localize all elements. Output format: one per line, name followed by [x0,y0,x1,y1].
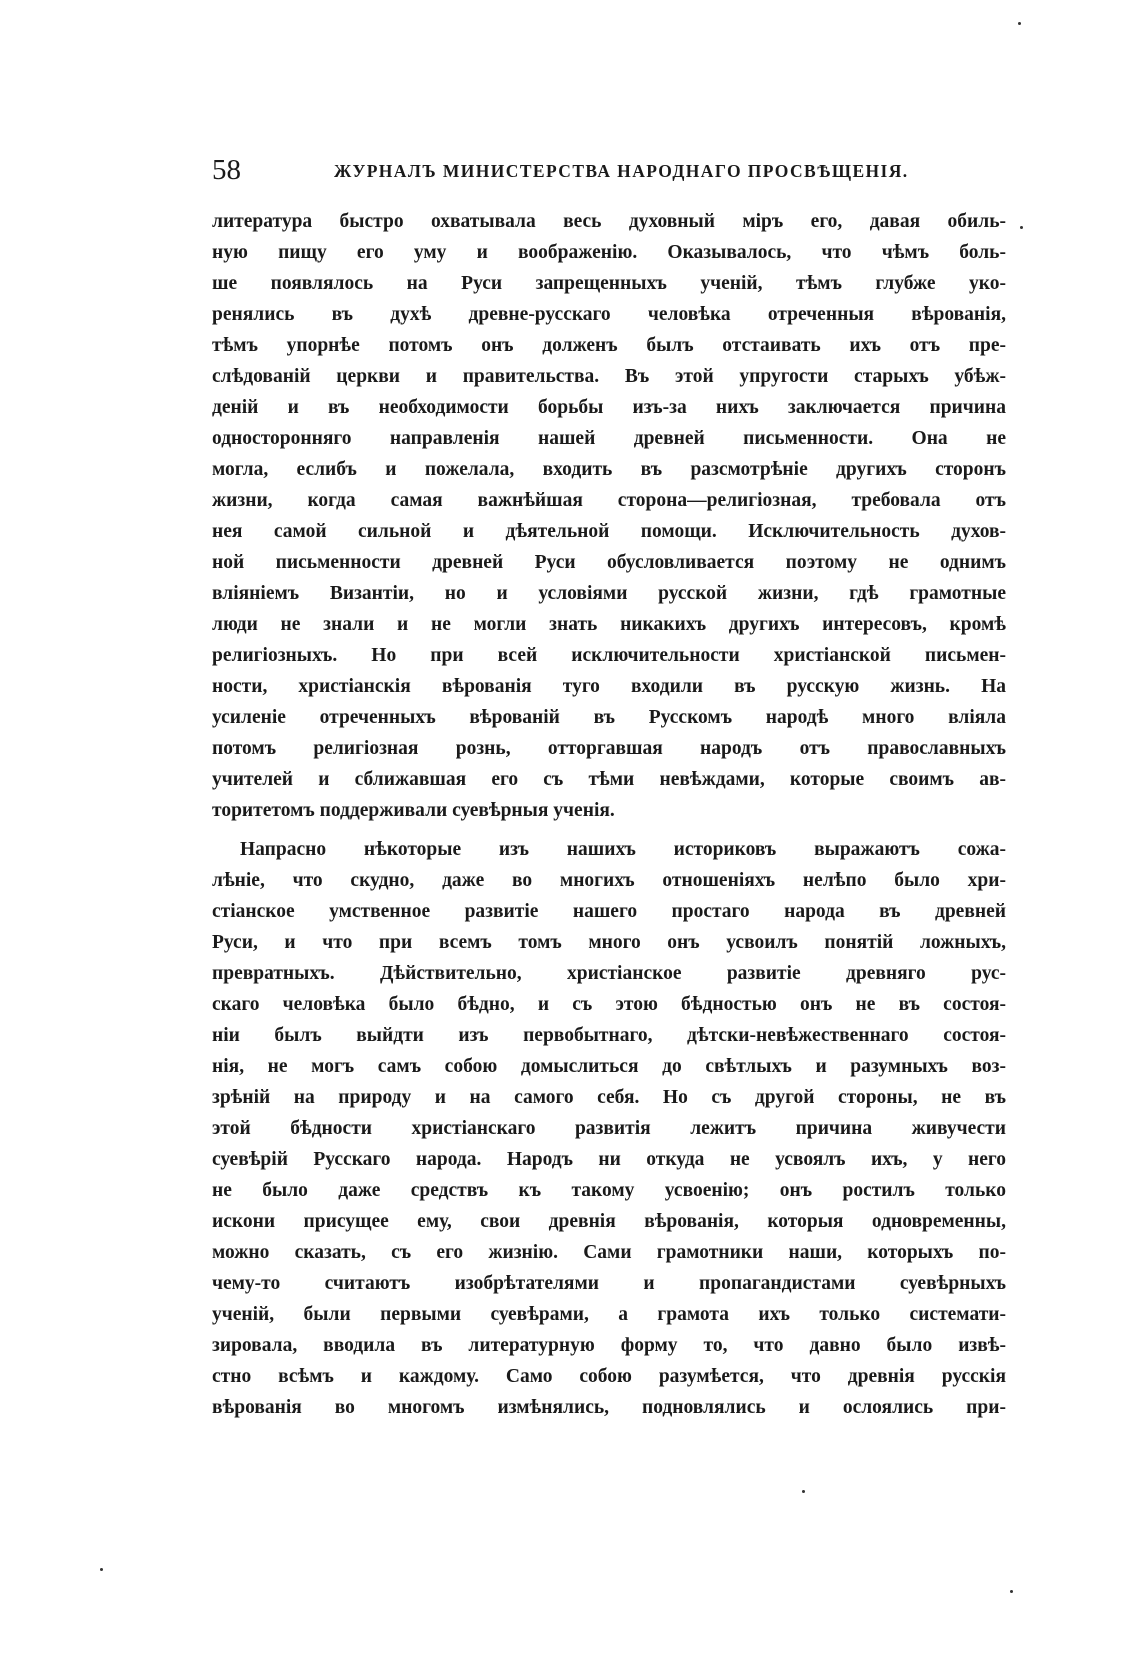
text-line: жизни, когда самая важнѣйшая сторона—религіозная, требовала отъ [212,490,1006,511]
text-line: суевѣрій Русскаго народа. Народъ ни откуда не усвоялъ ихъ, у него [212,1149,1006,1170]
text-line: лѣніе, что скудно, даже во многихъ отношеніяхъ нелѣпо было хри- [212,870,1006,891]
text-line: односторонняго направленія нашей древней письменности. Она не [212,428,1006,449]
text-line: ную пищу его уму и воображенію. Оказывалось, что чѣмъ боль- [212,242,1006,263]
paragraph-2 [212,834,1006,1423]
text-line: торитетомъ поддерживали суевѣрныя ученія. [212,800,615,821]
paragraph-gap [212,826,1006,834]
text-line: учителей и сближавшая его съ тѣми невѣждами, которые своимъ ав- [212,769,1006,790]
scan-speck [1018,22,1021,25]
text-line: не было даже средствъ къ такому усвоенію; онъ ростилъ только [212,1180,1006,1201]
text-line: стіанское умственное развитіе нашего простаго народа въ древней [212,901,1006,922]
text-line: превратныхъ. Дѣйствительно, христіанское развитіе древняго рус- [212,963,1006,984]
text-line: тѣмъ упорнѣе потомъ онъ долженъ былъ отстаивать ихъ отъ пре- [212,335,1006,356]
text-line: Напрасно нѣкоторые изъ нашихъ историковъ выражаютъ сожа- [240,839,1006,860]
text-line: стно всѣмъ и каждому. Само собою разумѣется, что древнія русскія [212,1366,1006,1387]
text-line: можно сказать, съ его жизнію. Сами грамотники наши, которыхъ по- [212,1242,1006,1263]
scan-speck [1010,1590,1013,1593]
text-line: этой бѣдности христіанскаго развитія лежитъ причина живучести [212,1118,1006,1139]
text-line: зировала, вводила въ литературную форму то, что давно было извѣ- [212,1335,1006,1356]
running-title: ЖУРНАЛЪ МИНИСТЕРСТВА НАРОДНАГО ПРОСВѢЩЕНІЯ. [334,161,909,181]
text-line: нея самой сильной и дѣятельной помощи. Исключительность духов- [212,521,1006,542]
text-line: вѣрованія во многомъ измѣнялись, подновлялись и ослоялись при- [212,1397,1006,1418]
page-header [212,150,909,190]
text-line: зрѣній на природу и на самого себя. Но съ другой стороны, не въ [212,1087,1006,1108]
page-number: 58 [212,154,241,186]
text-line: ніи былъ выйдти изъ первобытнаго, дѣтски-невѣжественнаго состоя- [212,1025,1006,1046]
text-line: ше появлялось на Руси запрещенныхъ ученій, тѣмъ глубже уко- [212,273,1006,294]
text-line: литература быстро охватывала весь духовный міръ его, давая обиль- [212,211,1006,232]
text-line: ной письменности древней Руси обусловливается поэтому не однимъ [212,552,1006,573]
body-text [212,206,1006,1423]
text-line: нія, не могъ самъ собою домыслиться до свѣтлыхъ и разумныхъ воз- [212,1056,1006,1077]
text-line: ученій, были первыми суевѣрами, а грамота ихъ только системати- [212,1304,1006,1325]
text-line: религіозныхъ. Но при всей исключительности христіанской письмен- [212,645,1006,666]
scan-speck [802,1490,805,1493]
text-line: люди не знали и не могли знать никакихъ другихъ интересовъ, кромѣ [212,614,1006,635]
text-line: Руси, и что при всемъ томъ много онъ усвоилъ понятій ложныхъ, [212,932,1006,953]
text-line: искони присущее ему, свои древнія вѣрованія, которыя одновременны, [212,1211,1006,1232]
text-line: ренялись въ духѣ древне-русскаго человѣка отреченныя вѣрованія, [212,304,1006,325]
text-line: ности, христіанскія вѣрованія туго входили въ русскую жизнь. На [212,676,1006,697]
text-line: потомъ религіозная рознь, отторгавшая народъ отъ православныхъ [212,738,1006,759]
text-line: могла, еслибъ и пожелала, входить въ разсмотрѣніе другихъ сторонъ [212,459,1006,480]
text-line: чему-то считаютъ изобрѣтателями и пропагандистами суевѣрныхъ [212,1273,1006,1294]
text-line: вліяніемъ Византіи, но и условіями русской жизни, гдѣ грамотные [212,583,1006,604]
scan-speck [100,1568,103,1571]
scan-speck [1020,226,1023,229]
text-line: скаго человѣка было бѣдно, и съ этою бѣдностью онъ не въ состоя- [212,994,1006,1015]
text-line: усиленіе отреченныхъ вѣрованій въ Русскомъ народѣ много вліяла [212,707,1006,728]
text-line: слѣдованій церкви и правительства. Въ этой упругости старыхъ убѣж- [212,366,1006,387]
paragraph-1 [212,206,1006,826]
text-line: деній и въ необходимости борьбы изъ-за нихъ заключается причина [212,397,1006,418]
